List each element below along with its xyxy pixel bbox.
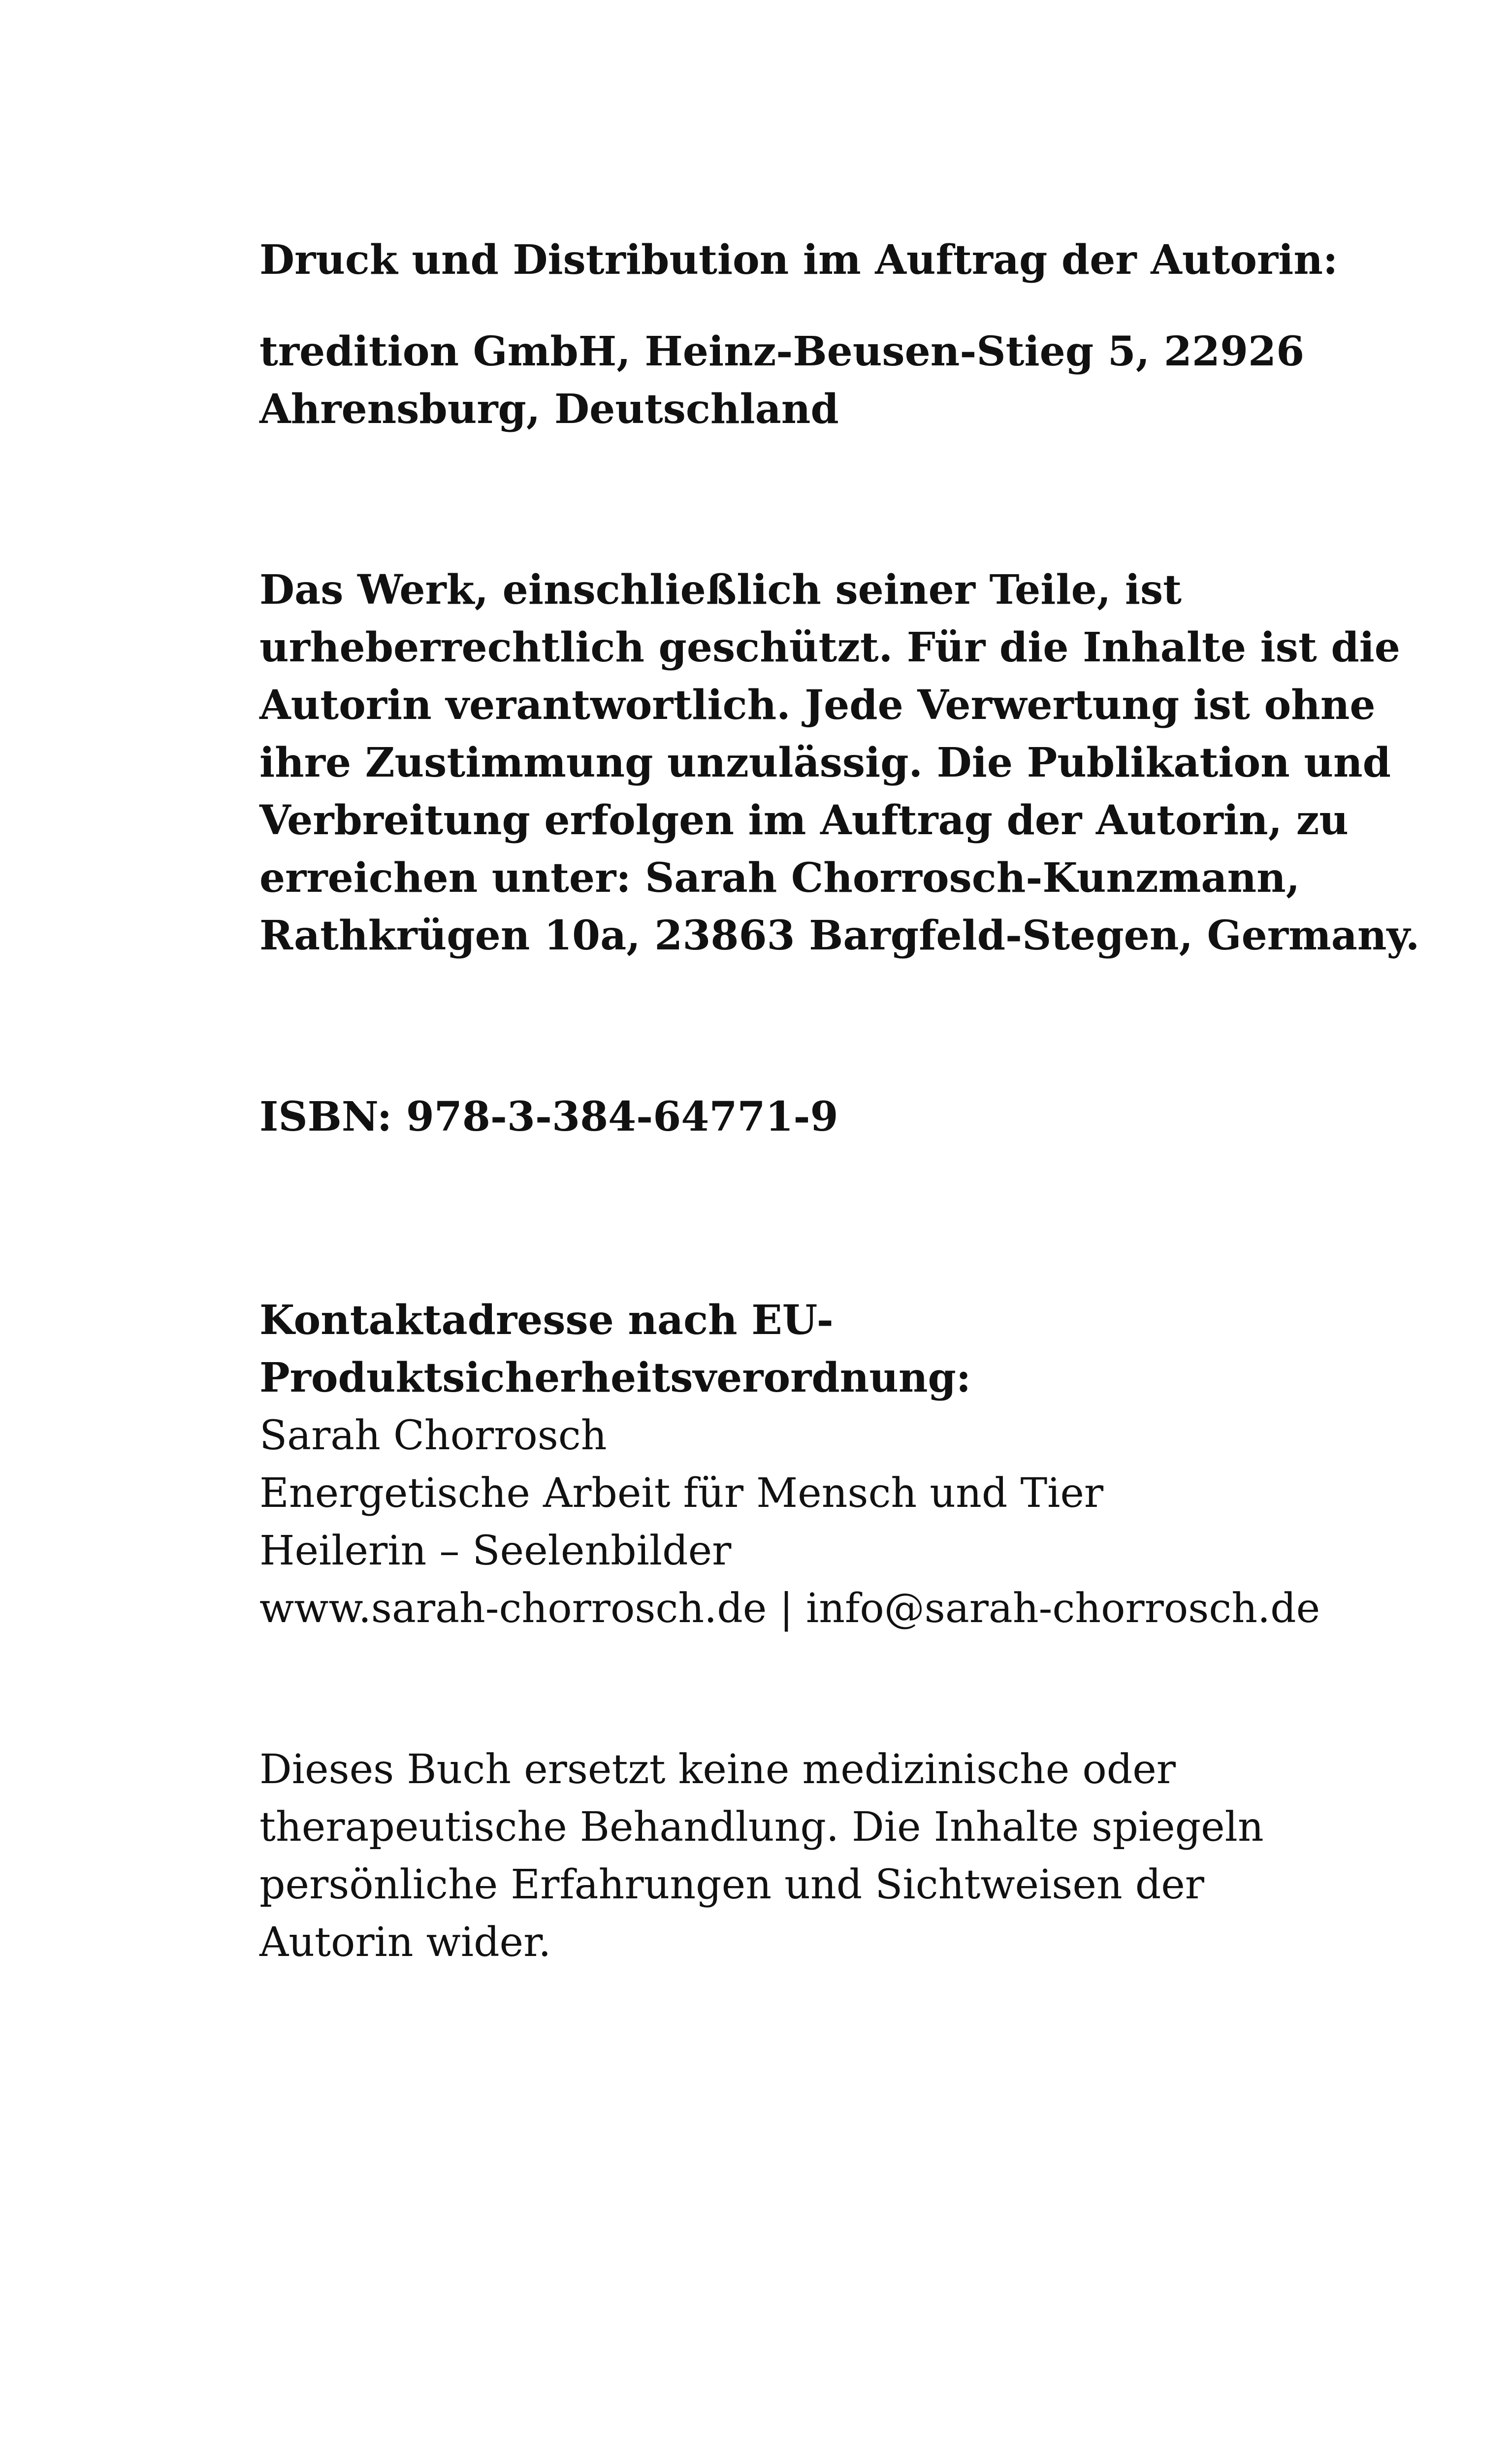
contact-heading-line: Kontaktadresse nach EU- [259, 1297, 834, 1344]
copyright-line: ihre Zustimmung unzulässig. Die Publikation und [259, 739, 1391, 786]
copyright-line: Autorin verantwortlich. Jede Verwertung ist ohne [259, 682, 1376, 729]
contact-heading-line: Produktsicherheitsverordnung: [259, 1354, 971, 1401]
isbn [259, 1088, 1392, 1146]
isbn-line: ISBN: 978-3-384-64771-9 [259, 1093, 838, 1140]
medical-disclaimer [259, 1741, 1392, 1971]
copyright-line: Rathkrügen 10a, 23863 Bargfeld-Stegen, Germany. [259, 912, 1420, 959]
contact-web-email: www.sarah-chorrosch.de | info@sarah-chorrosch.de [259, 1585, 1320, 1632]
publisher-address [259, 323, 1392, 438]
copyright-line: Das Werk, einschließlich seiner Teile, ist [259, 566, 1182, 614]
disclaimer-line: therapeutische Behandlung. Die Inhalte spiegeln [259, 1804, 1264, 1851]
disclaimer-line: Autorin wider. [259, 1919, 551, 1966]
contact-business: Energetische Arbeit für Mensch und Tier [259, 1470, 1104, 1517]
copyright-line: erreichen unter: Sarah Chorrosch-Kunzmann, [259, 854, 1300, 902]
print-distribution-heading [259, 231, 1392, 289]
disclaimer-line: Dieses Buch ersetzt keine medizinische oder [259, 1746, 1176, 1793]
publisher-line: tredition GmbH, Heinz-Beusen-Stieg 5, 22926 [259, 328, 1305, 375]
contact-name: Sarah Chorrosch [259, 1412, 607, 1459]
publisher-line: Ahrensburg, Deutschland [259, 386, 839, 433]
contact-role: Heilerin – Seelenbilder [259, 1528, 732, 1574]
contact-address [259, 1292, 1392, 1637]
disclaimer-line: persönliche Erfahrungen und Sichtweisen der [259, 1861, 1204, 1908]
copyright-line: urheberrechtlich geschützt. Für die Inhalte ist die [259, 624, 1400, 671]
copyright-line: Verbreitung erfolgen im Auftrag der Autorin, zu [259, 797, 1349, 844]
copyright-notice [259, 561, 1420, 965]
print-heading-line: Druck und Distribution im Auftrag der Autorin: [259, 236, 1338, 284]
